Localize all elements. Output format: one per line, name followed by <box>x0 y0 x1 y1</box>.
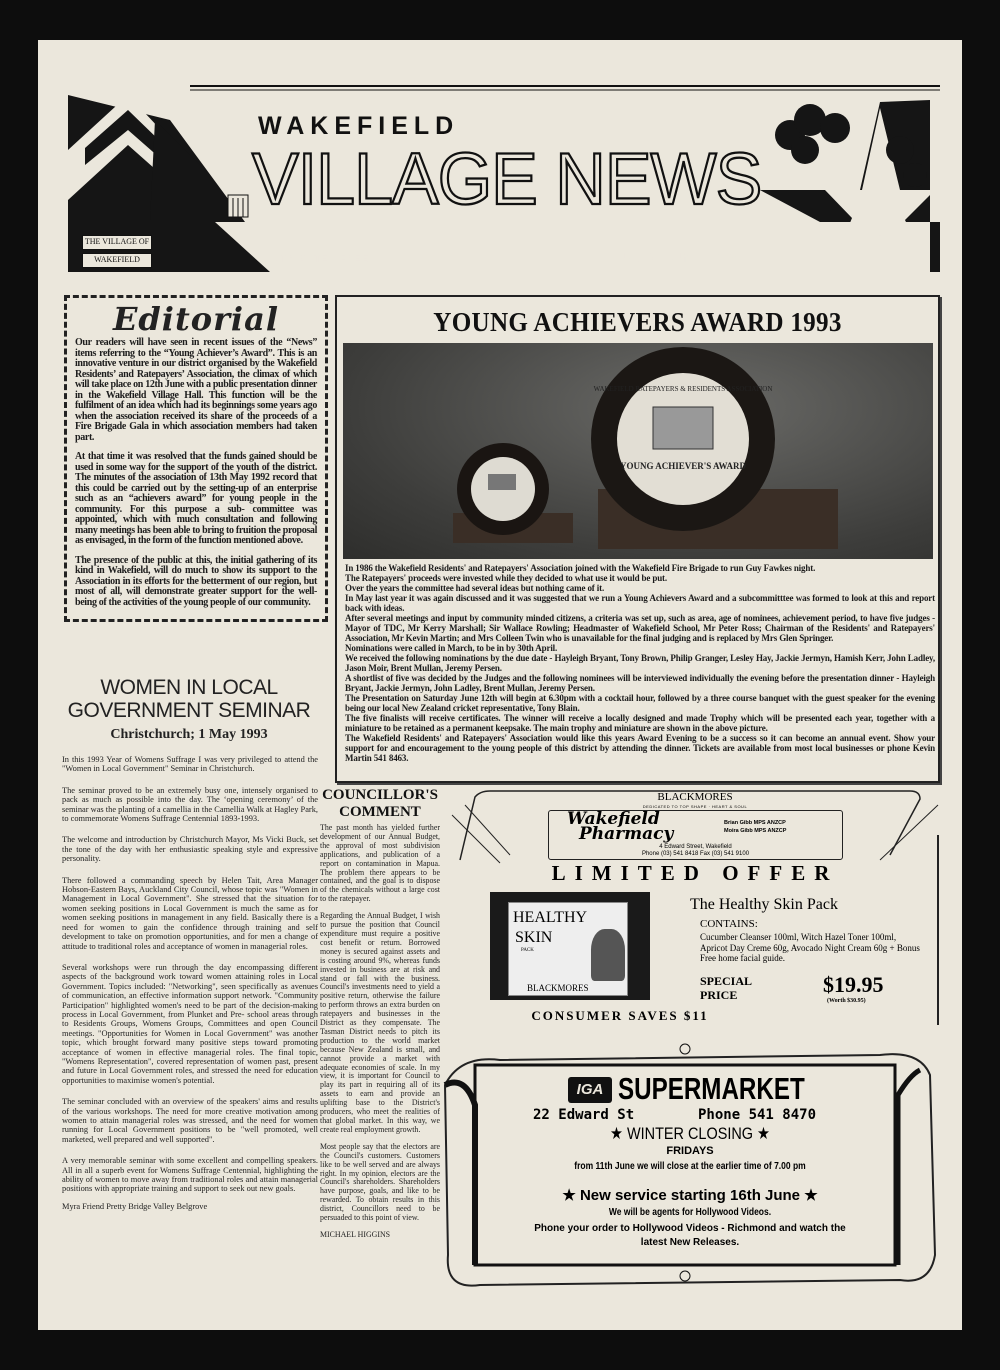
iga-logo: IGA <box>568 1077 612 1103</box>
pharmacist-2: Moira Gibb MPS ANZCP <box>724 828 787 834</box>
seminar-paragraph: A very memorable seminar with some excellent and compelling speakers. All in all a superb event for Womens Suffrage Centennial, highlighting the ability of women to move away from traditional roles and attain managerial positions with appropriate training and support to seek out new goals. <box>62 1156 318 1194</box>
supermarket-advert <box>440 1035 940 1300</box>
editorial-paragraph: The presence of the public at this, the initial gathering of its kind in Wakefield, will do much to show its support to the Association in its efforts for the betterment of our region, but most of all, will demonstrate greater support for the well-being of the activities of the young people of our community. <box>75 554 317 608</box>
seminar-paragraph: The seminar concluded with an overview of the speakers' aims and results of the various workshops. The need for more creative motivation among women to attain managerial roles was stressed, and the need for women running for Local Government positions to be "well promoted, well marketed, well prepared and well supported". <box>62 1097 318 1144</box>
supermarket-name: SUPERMARKET <box>618 1071 805 1106</box>
award-paragraph: After several meetings and input by community minded citizens, a criteria was set up, such as area, age of nominees, achievement period, to have five judges - Mayor of TDC, Mr Kerry Marshall; Sir Wallace Rowling; Headmaster of Wakefield School, Mr Peter Ross; Chairman of the Residents' and Ratepayers' Association, Mr Kevin Martin; and Mrs Colleen Twin who is unavailable for the final judging and is replaced by Mrs Glen Springer. <box>345 613 935 643</box>
woman-portrait <box>591 929 625 981</box>
village-sign-top: THE VILLAGE OF <box>82 235 152 250</box>
pharmacy-phone: Phone (03) 541 8418 Fax (03) 541 9100 <box>641 851 750 857</box>
editorial-box <box>64 295 328 622</box>
video-agents-note: We will be agents for Hollywood Videos. <box>608 1207 772 1218</box>
award-paragraph: In May last year it was again discussed and it was suggested that we run a Young Achievers Award and a subcommitttee was formed to look at this and report back with ideas. <box>345 593 935 613</box>
award-paragraph: In 1986 the Wakefield Residents' and Ratepayers' Association joined with the Wakefield Fire Brigade to run Guy Fawkes night. <box>345 563 816 573</box>
pharmacist-1: Brian Gibb MPS ANZCP <box>724 820 786 826</box>
new-service-heading: ★ New service starting 16th June ★ <box>562 1187 818 1204</box>
product-box <box>508 902 628 996</box>
supermarket-address: 22 Edward St <box>533 1107 635 1123</box>
blackmores-tagline: DEDICATED TO TOP SHAPE · HEART & SOUL <box>642 804 748 809</box>
closing-day: FRIDAYS <box>666 1145 714 1157</box>
councillor-comment <box>320 787 440 1248</box>
closing-time-note: from 11th June we will close at the earlier time of 7.00 pm <box>574 1161 806 1172</box>
winter-closing-heading: ★ WINTER CLOSING ★ <box>610 1124 770 1143</box>
councillor-paragraph: Most people say that the electors are the Council's customers. Customers like to be well served and are always right. In my opinion, electors are the Council's shareholders. Shareholders have purpose, goals, and like to be rewarded. To obtain results in this district, Councillors need to be persuaded to this point of view. <box>320 1141 440 1223</box>
blackmores-logo: BLACKMORES <box>657 791 733 803</box>
pharmacy-name-line2: Pharmacy <box>579 824 674 844</box>
seminar-byline: Myra Friend Pretty Bridge Valley Belgrove <box>62 1201 208 1211</box>
consumer-savings: CONSUMER SAVES $11 <box>531 1008 709 1023</box>
product-name: The Healthy Skin Pack <box>690 896 838 913</box>
village-sign-bottom: WAKEFIELD <box>82 253 152 268</box>
ad-headline: LIMITED OFFER <box>551 861 839 885</box>
masthead-title-top: WAKEFIELD <box>258 112 460 140</box>
seminar-paragraph: The seminar proved to be an extremely busy one, intensely organised to pack as much as possible into the day. The ‘opening ceremony’ of the seminar was the planting of a camellia in the Camellia Walk at Hagley Park, to commemorate Womens Suffrage Centennial 1893-1993. <box>62 785 318 824</box>
price-label-2: PRICE <box>700 988 738 1002</box>
supermarket-phone: Phone 541 8470 <box>698 1107 817 1123</box>
seminar-paragraph: The welcome and introduction by Christchurch Mayor, Ms Vicki Buck, set the tone of the day with her enthusiastic speaking style and expressive personality. <box>62 835 318 864</box>
award-paragraph: Over the years the committee had several ideas but nothing came of it. <box>345 583 605 593</box>
pharmacy-advert <box>450 785 940 1025</box>
award-paragraph: We received the following nominations by the due date - Hayleigh Bryant, Tony Brown, Philip Granger, Lesley Hay, Jackie Jermyn, Hamish Kerr, John Ladley, Jason Moir, Brent Mullan, Jeremy Persen. <box>345 653 935 673</box>
seminar-paragraph: Several workshops were run through the day encompassing different aspects of the background work toward women attaining roles in Local Government. Topics included: "Networking", seen specifically as avenues of communication, an effective information support network. "Community Participation" highlighted women's need to be part of the decision-making process in Local Government, from Plunket and Pre- school areas through to Residents Groups, Womens Groups, Committees and open Council meetings. "Opportunities for Women in Local Government" was another topic, which brought forward many positive steps toward promoting acceptance of women in effective managerial roles. The final topic, "Womens Representation", covered representation of women past, present and future in Local Government roles, and stressed the need for education opportunities to maximise women's potential. <box>62 962 318 1085</box>
award-paragraph: The Wakefield Residents' and Ratepayers' Association would like this years Award Evening to be a success so it can become an annual event. Show your support for and encouragement to the young people of this district by attending the dinner. Tickets are available from most local businesses or phone Kevin Martin 541 8463. <box>345 733 935 763</box>
award-paragraph: The Presentation on Saturday June 12th will begin at 6.30pm with a cocktail hour, followed by a three course banquet with the guest speaker for the evening being our local New Zealand cricket representative, Tony Blain. <box>345 693 935 713</box>
award-paragraph: Nominations were called in March, to be in by 30th April. <box>345 643 558 653</box>
trophy-inscription: WAKEFIELD RATEPAYERS & RESIDENTS ASSOCIATION <box>593 385 773 393</box>
contains-label: CONTAINS: <box>700 918 758 930</box>
issue-number: No. 94 JUNE 1993 <box>618 250 737 265</box>
seminar-title-line1: WOMEN IN LOCAL <box>100 676 278 699</box>
product-box-text: SKIN <box>515 929 553 946</box>
seminar-subtitle: Christchurch; 1 May 1993 <box>110 727 268 742</box>
seminar-paragraph: In this 1993 Year of Womens Suffrage I was very privileged to attend the "Women in Local Government" Seminar in Christchurch. <box>62 755 318 774</box>
editorial-paragraph: At that time it was resolved that the funds gained should be used in some way for the support of the youth of the district. The minutes of the association of 13th May 1992 record that this could be carried out by the setting-up of an enterprise such as an “achievers award” for young people in the community. For this purpose a sub- committee was appointed, which with much consultation and following many meetings has been able to bring to fruition the proposal as envisaged, in the form of the function mentioned above. <box>75 451 317 546</box>
product-photo <box>490 892 650 1000</box>
award-headline: YOUNG ACHIEVERS AWARD 1993 <box>433 307 842 337</box>
pharmacy-name-line1: Wakefield <box>567 809 660 829</box>
distribution-note: DISTRIBUTED FREE <box>262 253 369 265</box>
product-box-brand: BLACKMORES <box>527 983 589 993</box>
product-box-text: PACK <box>521 948 534 953</box>
product-contents: Cucumber Cleanser 100ml, Witch Hazel Toner 100ml, Apricot Day Creme 60g, Avocado Night Cream 60g + Bonus Free home facial guide. <box>700 932 920 963</box>
award-article <box>335 295 940 783</box>
masthead-title: VILLAGE NEWS <box>252 137 762 220</box>
seminar-article <box>58 676 320 1223</box>
seminar-title-line2: GOVERNMENT SEMINAR <box>67 699 311 722</box>
video-order-note: Phone your order to Hollywood Videos - Richmond and watch the latest New Releases. <box>534 1223 846 1248</box>
editorial-title: Editorial <box>113 300 279 338</box>
price-label-1: SPECIAL <box>700 974 753 988</box>
pharmacy-address: 4 Edward Street, Wakefield <box>659 844 732 850</box>
award-paragraph: A shortlist of five was decided by the Judges and the following nominees will be interviewed individually the evening before the presentation dinner - Hayleigh Bryant, Jackie Jermyn, John Ladley, Brent Mullan, Jeremy Persen. <box>345 673 935 693</box>
trophies-image <box>343 343 933 559</box>
trophy-label: YOUNG ACHIEVER'S AWARD <box>619 461 747 471</box>
councillor-byline: MICHAEL HIGGINS <box>320 1229 391 1239</box>
pharmacy-logo-box <box>548 810 843 860</box>
special-price: $19.95 <box>823 972 884 997</box>
worth-price: (Worth $30.95) <box>827 998 866 1004</box>
award-paragraph: The Ratepayers' proceeds were invested while they decided to what use it would be put. <box>345 573 668 583</box>
award-paragraph: The five finalists will receive certificates. The winner will receive a locally designed and made Trophy which will be presented each year, together with a miniature to be retained as a permanent keepsake. The main trophy and miniature are shown in the above picture. <box>345 713 935 733</box>
award-body <box>345 563 935 763</box>
councillor-title: COUNCILLOR'S COMMENT <box>322 787 438 820</box>
editorial-paragraph: Our readers will have seen in recent issues of the “News” items referring to the “Young Achiever’s Award”. This is an innovative venture in our district organised by the Wakefield Residents’ and Ratepayers’ Association, the climax of which will take place on 12th June with a public presentation dinner in the Wakefield Village Hall. This function will be the fulfilment of an idea which had its beginnings some years ago when the association received its share of the proceeds of a Fire Brigade Gala in which association members had taken part. <box>75 337 317 443</box>
councillor-paragraph: Regarding the Annual Budget, I wish to pursue the position that Council expenditure must require a positive cost benefit or return. Borrowed money is secured against assets and is costing around 9%, whereas funds invested in business are at risk and stand or fall with the business. Council's investments need to yield a positive return, otherwise the failure to perform throws an extra burden on ratepayers and businesses in the District as they compensate. The Tasman District needs to pitch its production to the world market because New Zealand is small, and cannot provide a market with adequate economies of scale. In my view, it is important for Council to play its part in requiring all of its assets to earn and provide an uplifting base to the District's producers, who meet the realities of that global market. In this way, we create real employment growth. <box>320 911 440 1134</box>
councillor-paragraph: The past month has yielded further development of our Annual Budget, the approval of most subdivision applications, and publication of a report on contamination in Mapua. The problem there appears to be contained, and the goal is to dispose of the chemicals without a large cost to the ratepayer. <box>320 823 440 904</box>
seminar-paragraph: There followed a commanding speech by Helen Tait, Area Manager Hobson-Eastern Bays, Auckland City Council, whose topic was "Women in Management in Local Government". She stressed that the situation for women seeking positions in Local Government is much the same as for women seeking positions in management in any field. Basically there is a need for women to gain the confidence through training and self development to take on promotion opportunities, and for men a change of attitude to traditional roles and acceptance of women in managerial roles. <box>62 875 318 951</box>
product-box-text: HEALTHY <box>513 909 588 926</box>
trophy-photo <box>343 343 933 559</box>
